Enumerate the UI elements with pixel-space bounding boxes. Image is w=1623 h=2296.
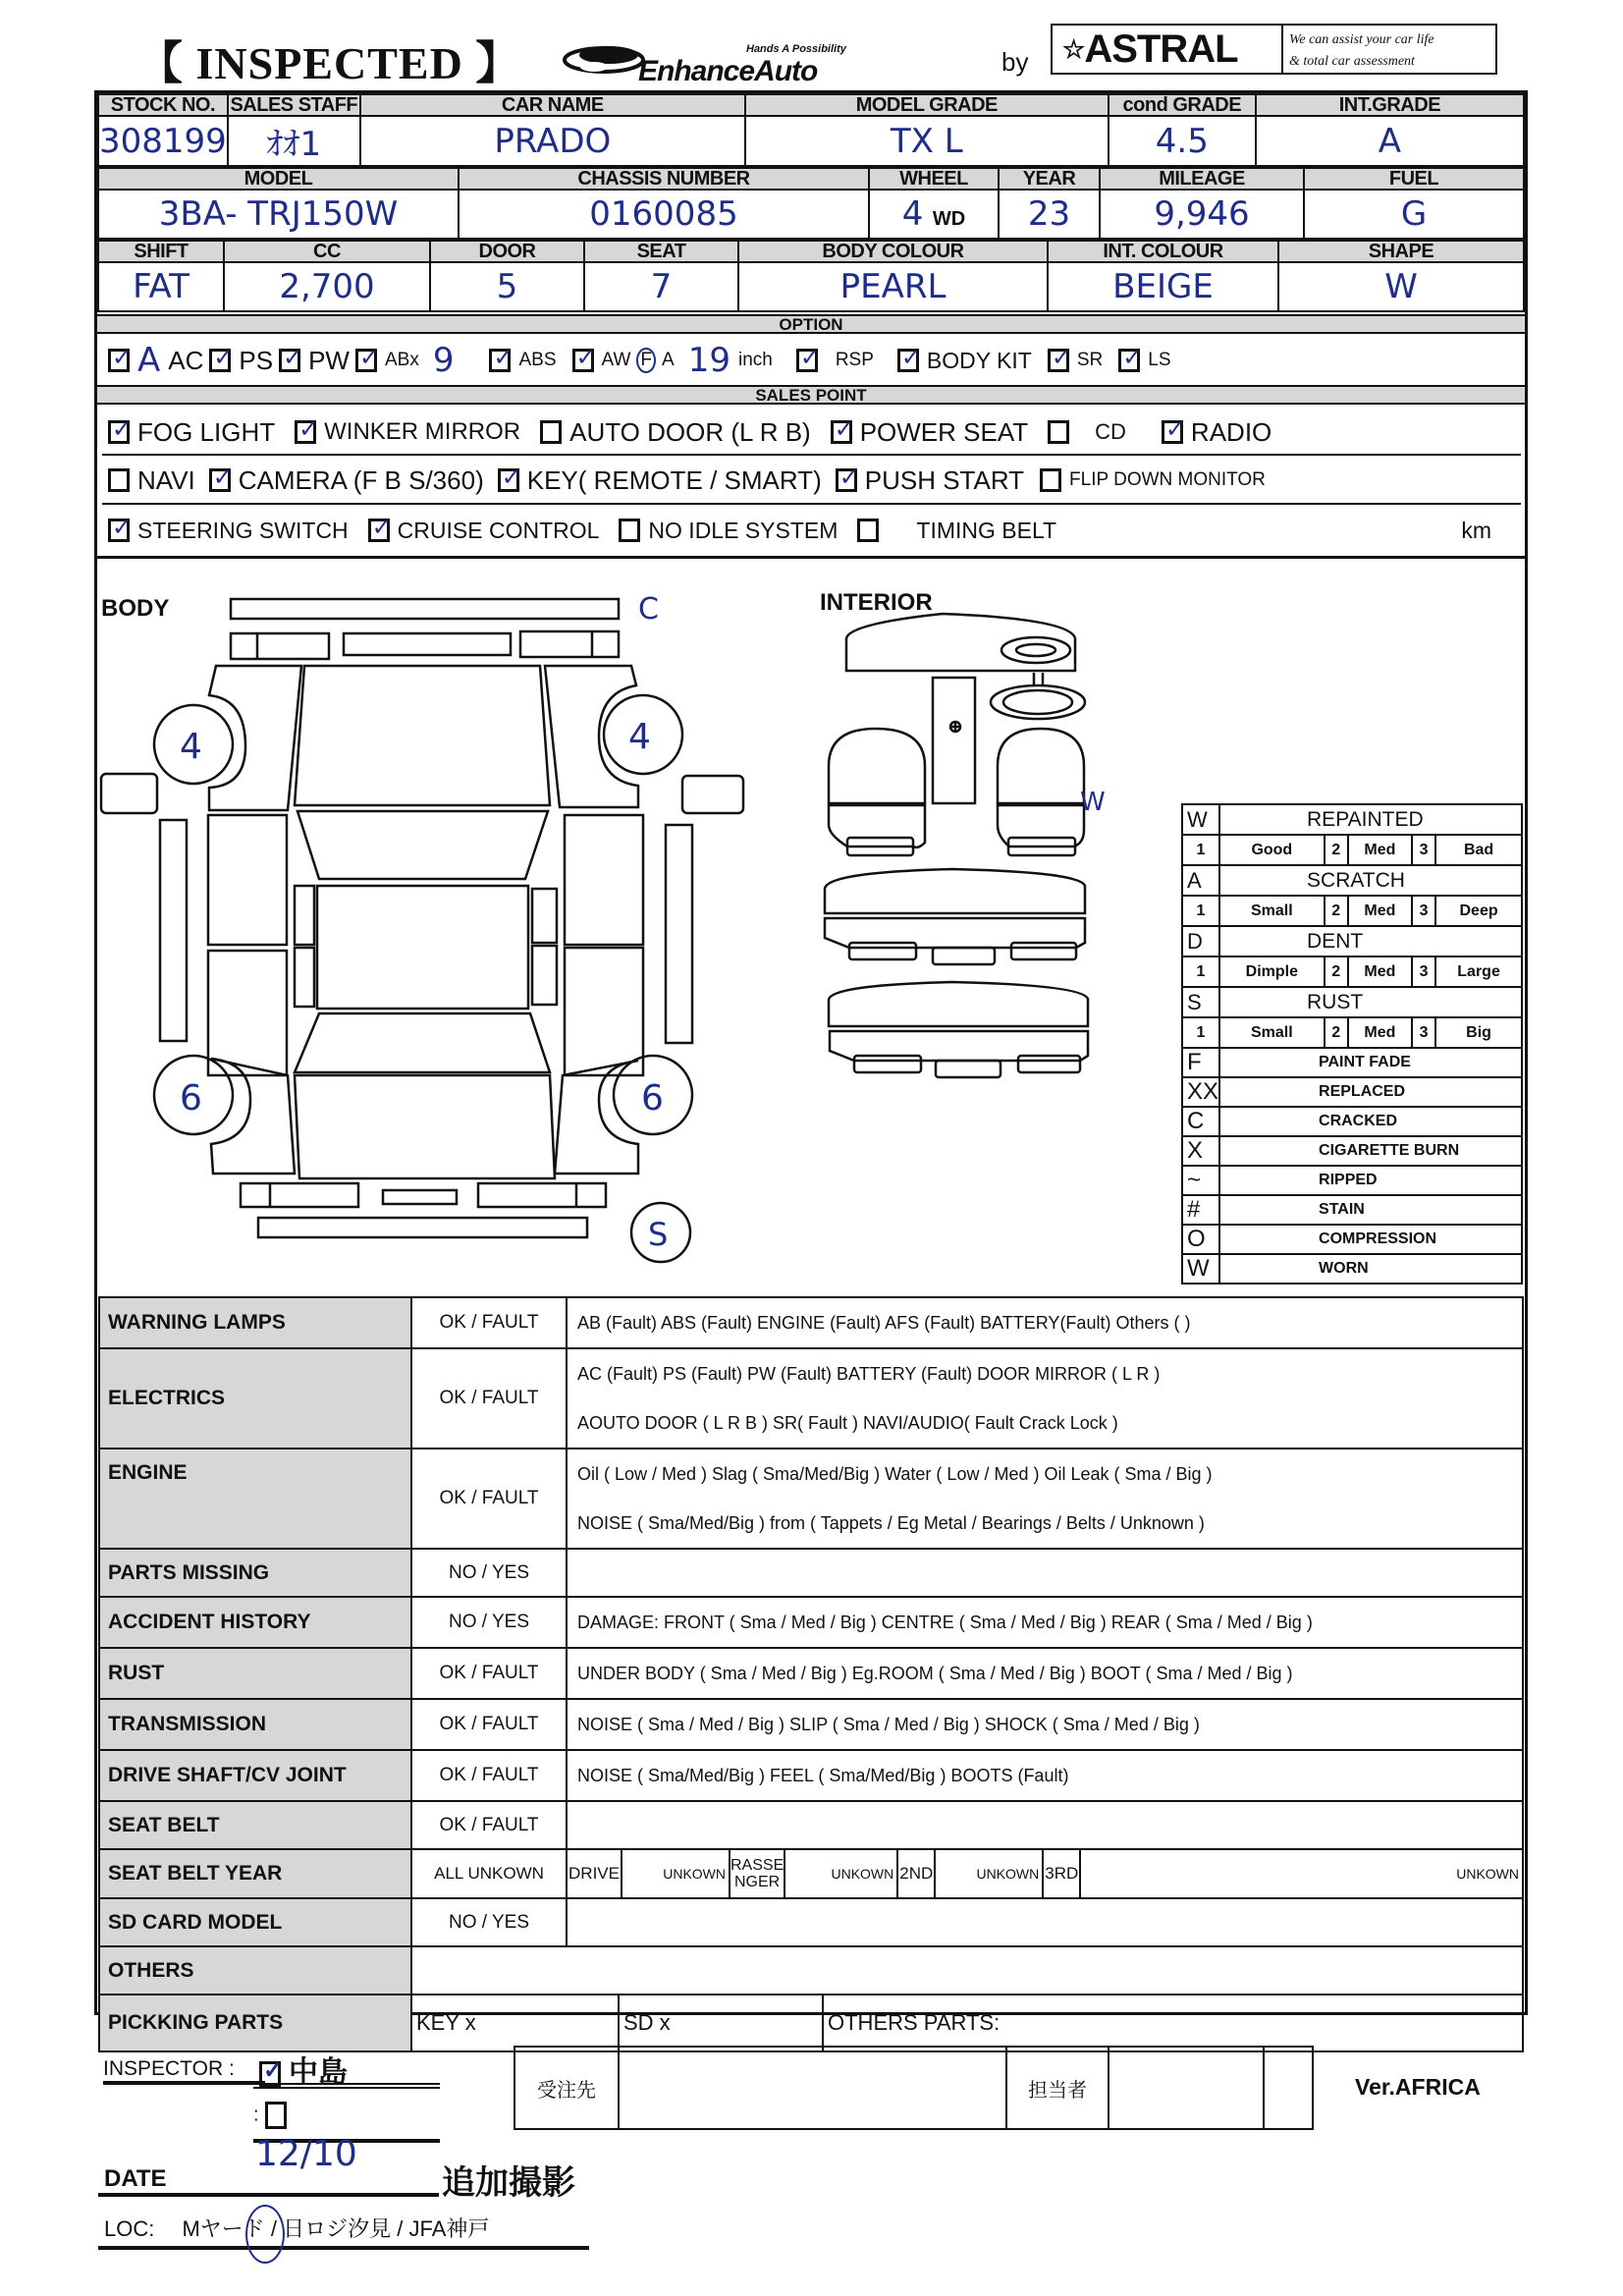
header-car-name: CAR NAME <box>360 94 745 116</box>
legend-symbol: C <box>1182 1107 1219 1136</box>
header-seat: SEAT <box>584 241 738 262</box>
seat-belt-3rd-value[interactable]: UNKOWN <box>1456 1866 1519 1882</box>
chassis-number-value[interactable]: 0160085 <box>459 190 869 239</box>
check-status-warning-lamps[interactable]: OK / FAULT <box>411 1297 567 1348</box>
loc-options: Mヤード / 日ロジ汐見 / JFA神戸 <box>182 2216 490 2241</box>
legend-code: S <box>1182 987 1219 1017</box>
check-details-engine-1: Oil ( Low / Med ) Slag ( Sma/Med/Big ) Water ( Low / Med ) Oil Leak ( Sma / Big ) <box>577 1464 1213 1484</box>
header-mileage: MILEAGE <box>1100 168 1304 190</box>
logo-name: EnhanceAuto <box>638 55 818 87</box>
legend-symbol-label: PAINT FADE <box>1219 1048 1522 1077</box>
others-label: OTHERS <box>99 1946 411 1995</box>
wheel-suffix: WD <box>932 208 966 230</box>
shape-value[interactable]: W <box>1278 262 1524 311</box>
flip-down-monitor-checkbox[interactable] <box>1040 468 1061 492</box>
legend-category: DENT <box>1219 926 1522 957</box>
legend-symbol: F <box>1182 1048 1219 1077</box>
sales-points-row1 <box>102 410 1521 456</box>
legend-level-num: 1 <box>1182 1017 1219 1048</box>
flip-down-monitor-label: FLIP DOWN MONITOR <box>1069 469 1266 490</box>
legend-level-num: 2 <box>1325 835 1348 865</box>
body-colour-value[interactable]: PEARL <box>738 262 1048 311</box>
legend-level-num: 3 <box>1412 957 1435 987</box>
inspector-row <box>103 2057 265 2085</box>
shift-value[interactable]: FAT <box>98 262 224 311</box>
fog-light-checkbox[interactable] <box>108 420 130 444</box>
header-year: YEAR <box>999 168 1100 190</box>
check-status-rust[interactable]: OK / FAULT <box>411 1648 567 1699</box>
option-ps-checkbox[interactable] <box>209 349 231 372</box>
seat-belt-2nd-label: 2ND <box>897 1850 935 1897</box>
check-label-engine: ENGINE <box>99 1449 411 1549</box>
no-idle-system-checkbox[interactable] <box>619 519 640 542</box>
seat-belt-year-label: SEAT BELT YEAR <box>99 1849 411 1898</box>
legend-symbol-label: STAIN <box>1219 1195 1522 1225</box>
seat-belt-passenger-label: RASSE NGER <box>730 1850 784 1897</box>
legend-level: Med <box>1348 957 1412 987</box>
option-abs-label: ABS <box>518 350 557 370</box>
legend-symbol-label: RIPPED <box>1219 1166 1522 1195</box>
year-value[interactable]: 23 <box>999 190 1100 239</box>
wheel-cell[interactable] <box>869 190 999 239</box>
legend-symbol-label: REPLACED <box>1219 1077 1522 1107</box>
fuel-value[interactable]: G <box>1304 190 1524 239</box>
radio-label: RADIO <box>1190 416 1272 447</box>
front-bumper-panel <box>231 599 619 619</box>
interior-label: INTERIOR <box>820 589 933 616</box>
legend-level-num: 1 <box>1182 835 1219 865</box>
legend-symbol-label: COMPRESSION <box>1219 1225 1522 1254</box>
legend-category: REPAINTED <box>1219 804 1522 835</box>
option-rsp-checkbox[interactable] <box>796 349 818 372</box>
option-ac-label: AC <box>168 345 204 375</box>
by-label: by <box>1001 47 1029 77</box>
vehicle-info-row3 <box>97 240 1525 312</box>
header-stock-no: STOCK NO. <box>98 94 228 116</box>
date-value: 12/10 <box>255 2134 357 2174</box>
inspector-field[interactable] <box>253 2048 440 2089</box>
second-inspector-checkbox[interactable] <box>265 2102 287 2129</box>
legend-symbol: XX <box>1182 1077 1219 1107</box>
legend-symbol: ~ <box>1182 1166 1219 1195</box>
sales-point-band: SALES POINT <box>97 385 1525 405</box>
option-body-kit-checkbox[interactable] <box>897 349 919 372</box>
picking-parts-label: PICKKING PARTS <box>99 1995 411 2051</box>
wheel-value: 4 <box>901 194 924 234</box>
cond-grade-value[interactable]: 4.5 <box>1109 116 1256 166</box>
seat-belt-drive-value[interactable]: UNKOWN <box>622 1850 730 1897</box>
legend-category: RUST <box>1219 987 1522 1017</box>
option-body-kit-label: BODY KIT <box>926 347 1032 373</box>
winker-mirror-checkbox[interactable] <box>295 420 316 444</box>
extra-photos-label: 追加撮影 <box>442 2164 575 2202</box>
check-label-rust: RUST <box>99 1648 411 1699</box>
check-status-accident-history[interactable]: NO / YES <box>411 1597 567 1648</box>
header-body-colour: BODY COLOUR <box>738 241 1048 262</box>
vehicle-info-row1 <box>97 93 1525 167</box>
astral-brand: ☆ ASTRAL <box>1053 26 1283 73</box>
check-details-transmission: NOISE ( Sma / Med / Big ) SLIP ( Sma / Med / Big ) SHOCK ( Sma / Med / Big ) <box>567 1699 1523 1750</box>
cruise-control-label: CRUISE CONTROL <box>397 517 600 543</box>
header-model-grade: MODEL GRADE <box>745 94 1109 116</box>
person-value[interactable] <box>1109 2048 1265 2128</box>
mark-rear-bumper: S <box>648 1216 669 1253</box>
steering-switch-label: STEERING SWITCH <box>137 517 349 543</box>
inspector-label: INSPECTOR : <box>103 2057 265 2085</box>
date-field[interactable] <box>98 2134 439 2197</box>
interior-diagram[interactable] <box>805 579 1178 1218</box>
option-pw-label: PW <box>308 345 350 375</box>
mark-driver-seat: W <box>1080 788 1106 817</box>
check-details-accident-history: DAMAGE: FRONT ( Sma / Med / Big ) CENTRE ( Sma / Med / Big ) REAR ( Sma / Med / Big ) <box>567 1597 1523 1648</box>
option-aw-a-label: A <box>662 350 675 370</box>
no-idle-system-label: NO IDLE SYSTEM <box>648 517 839 543</box>
check-status-electrics[interactable]: OK / FAULT <box>411 1348 567 1449</box>
page-title: 【 INSPECTED 】 <box>137 38 522 88</box>
header-int-grade: INT.GRADE <box>1256 94 1524 116</box>
navi-checkbox[interactable] <box>108 468 130 492</box>
person-label: 担当者 <box>1007 2048 1109 2128</box>
check-label-accident-history: ACCIDENT HISTORY <box>99 1597 411 1648</box>
seat-belt-drive-label: DRIVE <box>568 1850 622 1897</box>
cd-checkbox[interactable] <box>1048 420 1069 444</box>
legend-symbol: O <box>1182 1225 1219 1254</box>
option-ps-label: PS <box>239 345 274 375</box>
legend-code: W <box>1182 804 1219 835</box>
legend-symbol: W <box>1182 1254 1219 1284</box>
legend-level-num: 3 <box>1412 896 1435 926</box>
header-sales-staff: SALES STAFF <box>228 94 360 116</box>
cd-label: CD <box>1095 419 1126 444</box>
camera-label: CAMERA (F B S/360) <box>238 465 484 495</box>
camera-checkbox[interactable] <box>209 468 231 492</box>
option-ls-label: LS <box>1148 350 1171 370</box>
header-cond-grade: cond GRADE <box>1109 94 1256 116</box>
int-colour-value[interactable]: BEIGE <box>1048 262 1278 311</box>
option-aw-checkbox[interactable] <box>572 349 594 372</box>
option-sr-checkbox[interactable] <box>1048 349 1069 372</box>
legend-symbol-label: CRACKED <box>1219 1107 1522 1136</box>
auto-door-label: AUTO DOOR (L R B) <box>569 416 811 447</box>
header-wheel: WHEEL <box>869 168 999 190</box>
legend-symbol-label: WORN <box>1219 1254 1522 1284</box>
check-details-warning-lamps: AB (Fault) ABS (Fault) ENGINE (Fault) AFS (Fault) BATTERY(Fault) Others ( ) <box>567 1297 1523 1348</box>
check-details-electrics-1: AC (Fault) PS (Fault) PW (Fault) BATTERY (Fault) DOOR MIRROR ( L R ) <box>577 1364 1161 1384</box>
steering-switch-checkbox[interactable] <box>108 519 130 542</box>
others-value[interactable] <box>411 1946 1523 1995</box>
legend-level-num: 1 <box>1182 896 1219 926</box>
inspection-checks <box>98 1296 1524 2052</box>
legend-level-num: 2 <box>1325 896 1348 926</box>
header-cc: CC <box>224 241 430 262</box>
legend-level-num: 2 <box>1325 1017 1348 1048</box>
loc-label: LOC: <box>104 2216 155 2241</box>
door-value[interactable]: 5 <box>430 262 584 311</box>
legend-level-num: 2 <box>1325 957 1348 987</box>
header-chassis-number: CHASSIS NUMBER <box>459 168 869 190</box>
option-rsp-label: RSP <box>835 350 874 370</box>
push-start-label: PUSH START <box>864 465 1025 495</box>
check-status-drive-shaft[interactable]: OK / FAULT <box>411 1750 567 1801</box>
legend-level-num: 3 <box>1412 1017 1435 1048</box>
legend-level: Deep <box>1435 896 1522 926</box>
option-aw-label: AW <box>601 350 631 370</box>
mark-rear-left-tire: 6 <box>180 1078 202 1119</box>
key-label: KEY( REMOTE / SMART) <box>526 465 822 495</box>
picking-sd[interactable]: SD x <box>619 1995 823 2050</box>
option-inch-note: 19 <box>687 341 730 380</box>
option-abx-note: 9 <box>432 341 455 380</box>
check-label-electrics: ELECTRICS <box>99 1348 411 1449</box>
option-ls-checkbox[interactable] <box>1118 349 1140 372</box>
second-inspector-field[interactable]: : <box>253 2102 440 2143</box>
option-abx-label: ABx <box>384 350 419 370</box>
vehicle-info-row2 <box>97 167 1525 240</box>
legend-level: Bad <box>1435 835 1522 865</box>
option-sr-label: SR <box>1076 350 1104 370</box>
order-stamp-box <box>514 2046 1314 2130</box>
check-label-parts-missing: PARTS MISSING <box>99 1549 411 1597</box>
check-status-transmission[interactable]: OK / FAULT <box>411 1699 567 1750</box>
order-label: 受注先 <box>515 2048 620 2128</box>
sd-card-label: SD CARD MODEL <box>99 1898 411 1946</box>
power-seat-checkbox[interactable] <box>831 420 852 444</box>
cc-value[interactable]: 2,700 <box>224 262 430 311</box>
picking-key[interactable]: KEY x <box>412 1995 619 2050</box>
car-name-value[interactable]: PRADO <box>360 116 745 166</box>
legend-code: D <box>1182 926 1219 957</box>
auto-door-checkbox[interactable] <box>540 420 562 444</box>
option-ac-note: A <box>137 341 161 380</box>
check-label-transmission: TRANSMISSION <box>99 1699 411 1750</box>
check-label-seat-belt: SEAT BELT <box>99 1801 411 1849</box>
int-grade-value[interactable]: A <box>1256 116 1524 166</box>
mark-front-right-tire: 4 <box>628 717 651 757</box>
timing-belt-unit: km <box>1461 517 1491 543</box>
option-aw-f-circled[interactable]: F <box>636 348 656 373</box>
model-grade-value[interactable]: TX L <box>745 116 1109 166</box>
seat-belt-3rd-label: 3RD <box>1043 1850 1080 1897</box>
astral-brand-box <box>1051 24 1497 75</box>
order-value[interactable] <box>620 2048 1007 2128</box>
check-details-parts-missing <box>567 1549 1523 1597</box>
cruise-control-checkbox[interactable] <box>368 519 390 542</box>
fog-light-label: FOG LIGHT <box>137 416 276 447</box>
seat-belt-year-all[interactable]: ALL UNKOWN <box>411 1849 567 1898</box>
location-field[interactable] <box>98 2213 589 2250</box>
legend-level-num: 3 <box>1412 835 1435 865</box>
sales-points-row2 <box>102 458 1521 505</box>
winker-mirror-label: WINKER MIRROR <box>324 418 521 445</box>
timing-belt-label: TIMING BELT <box>916 517 1057 543</box>
power-seat-label: POWER SEAT <box>859 416 1029 447</box>
push-start-checkbox[interactable] <box>836 468 857 492</box>
body-diagram[interactable] <box>93 579 781 1267</box>
check-status-engine[interactable]: OK / FAULT <box>411 1449 567 1549</box>
navi-label: NAVI <box>137 465 195 495</box>
sd-card-status[interactable]: NO / YES <box>411 1898 567 1946</box>
legend-level: Dimple <box>1219 957 1325 987</box>
legend-level: Small <box>1219 896 1325 926</box>
logo-tagline: Hands A Possibility <box>746 43 846 55</box>
inspector-checkbox[interactable] <box>259 2061 281 2087</box>
legend-level-num: 1 <box>1182 957 1219 987</box>
legend-level: Med <box>1348 1017 1412 1048</box>
loc-selected-circle <box>245 2205 285 2264</box>
header-shape: SHAPE <box>1278 241 1524 262</box>
timing-belt-checkbox[interactable] <box>857 519 879 542</box>
stock-no-value[interactable]: 308199 <box>98 116 228 166</box>
legend-level: Good <box>1219 835 1325 865</box>
option-ac-checkbox[interactable] <box>108 349 130 372</box>
sales-staff-value[interactable]: ｵｵ1 <box>228 116 360 166</box>
legend-code: A <box>1182 865 1219 896</box>
enhance-auto-logo <box>560 35 943 87</box>
option-pw-checkbox[interactable] <box>279 349 300 372</box>
check-details-seat-belt <box>567 1801 1523 1849</box>
mark-front-left-tire: 4 <box>180 727 202 767</box>
check-details-drive-shaft: NOISE ( Sma/Med/Big ) FEEL ( Sma/Med/Big ) BOOTS (Fault) <box>567 1750 1523 1801</box>
check-status-seat-belt[interactable]: OK / FAULT <box>411 1801 567 1849</box>
option-abx-checkbox[interactable] <box>355 349 377 372</box>
check-label-warning-lamps: WARNING LAMPS <box>99 1297 411 1348</box>
radio-checkbox[interactable] <box>1162 420 1183 444</box>
option-inch-label: inch <box>737 350 773 370</box>
legend-symbol: # <box>1182 1195 1219 1225</box>
mark-windshield: C <box>638 592 659 627</box>
key-checkbox[interactable] <box>498 468 519 492</box>
legend-symbol: X <box>1182 1136 1219 1166</box>
legend-symbol-label: CIGARETTE BURN <box>1219 1136 1522 1166</box>
header-int-colour: INT. COLOUR <box>1048 241 1278 262</box>
legend-level: Med <box>1348 835 1412 865</box>
check-details-engine-2: NOISE ( Sma/Med/Big ) from ( Tappets / Eg Metal / Bearings / Belts / Unknown ) <box>577 1513 1205 1533</box>
check-label-drive-shaft: DRIVE SHAFT/CV JOINT <box>99 1750 411 1801</box>
check-status-parts-missing[interactable]: NO / YES <box>411 1549 567 1597</box>
seat-value[interactable]: 7 <box>584 262 738 311</box>
legend-level: Med <box>1348 896 1412 926</box>
sales-points-row3 <box>102 507 1521 554</box>
legend-category: SCRATCH <box>1219 865 1522 896</box>
body-label: BODY <box>101 595 170 622</box>
mark-rear-right-tire: 6 <box>641 1078 664 1119</box>
seat-belt-2nd-value[interactable]: UNKOWN <box>935 1850 1043 1897</box>
legend-level: Large <box>1435 957 1522 987</box>
version-label: Ver.AFRICA <box>1355 2074 1481 2100</box>
legend-level: Big <box>1435 1017 1522 1048</box>
slogan: We can assist your car life & total car assessment <box>1289 32 1434 69</box>
stamp-extra[interactable] <box>1265 2048 1312 2128</box>
header-fuel: FUEL <box>1304 168 1524 190</box>
header-door: DOOR <box>430 241 584 262</box>
divider <box>97 556 1525 559</box>
options-row <box>102 336 1521 385</box>
picking-others[interactable]: OTHERS PARTS: <box>828 2010 1001 2035</box>
header-model: MODEL <box>98 168 459 190</box>
star-icon: ☆ <box>1062 33 1085 64</box>
option-abs-checkbox[interactable] <box>489 349 511 372</box>
date-label: DATE <box>104 2165 167 2192</box>
seat-belt-passenger-value[interactable]: UNKOWN <box>784 1850 897 1897</box>
model-value[interactable]: 3BA- TRJ150W <box>98 190 459 239</box>
swirl-logo-icon <box>560 37 648 82</box>
option-band: OPTION <box>97 314 1525 334</box>
inspector-name: 中島 <box>289 2056 348 2089</box>
check-details-rust: UNDER BODY ( Sma / Med / Big ) Eg.ROOM ( Sma / Med / Big ) BOOT ( Sma / Med / Big ) <box>567 1648 1523 1699</box>
header-shift: SHIFT <box>98 241 224 262</box>
check-details-electrics-2: AOUTO DOOR ( L R B ) SR( Fault ) NAVI/AUDIO( Fault Crack Lock ) <box>577 1413 1118 1433</box>
legend-level: Small <box>1219 1017 1325 1048</box>
damage-legend <box>1181 803 1523 1285</box>
mileage-value[interactable]: 9,946 <box>1100 190 1304 239</box>
